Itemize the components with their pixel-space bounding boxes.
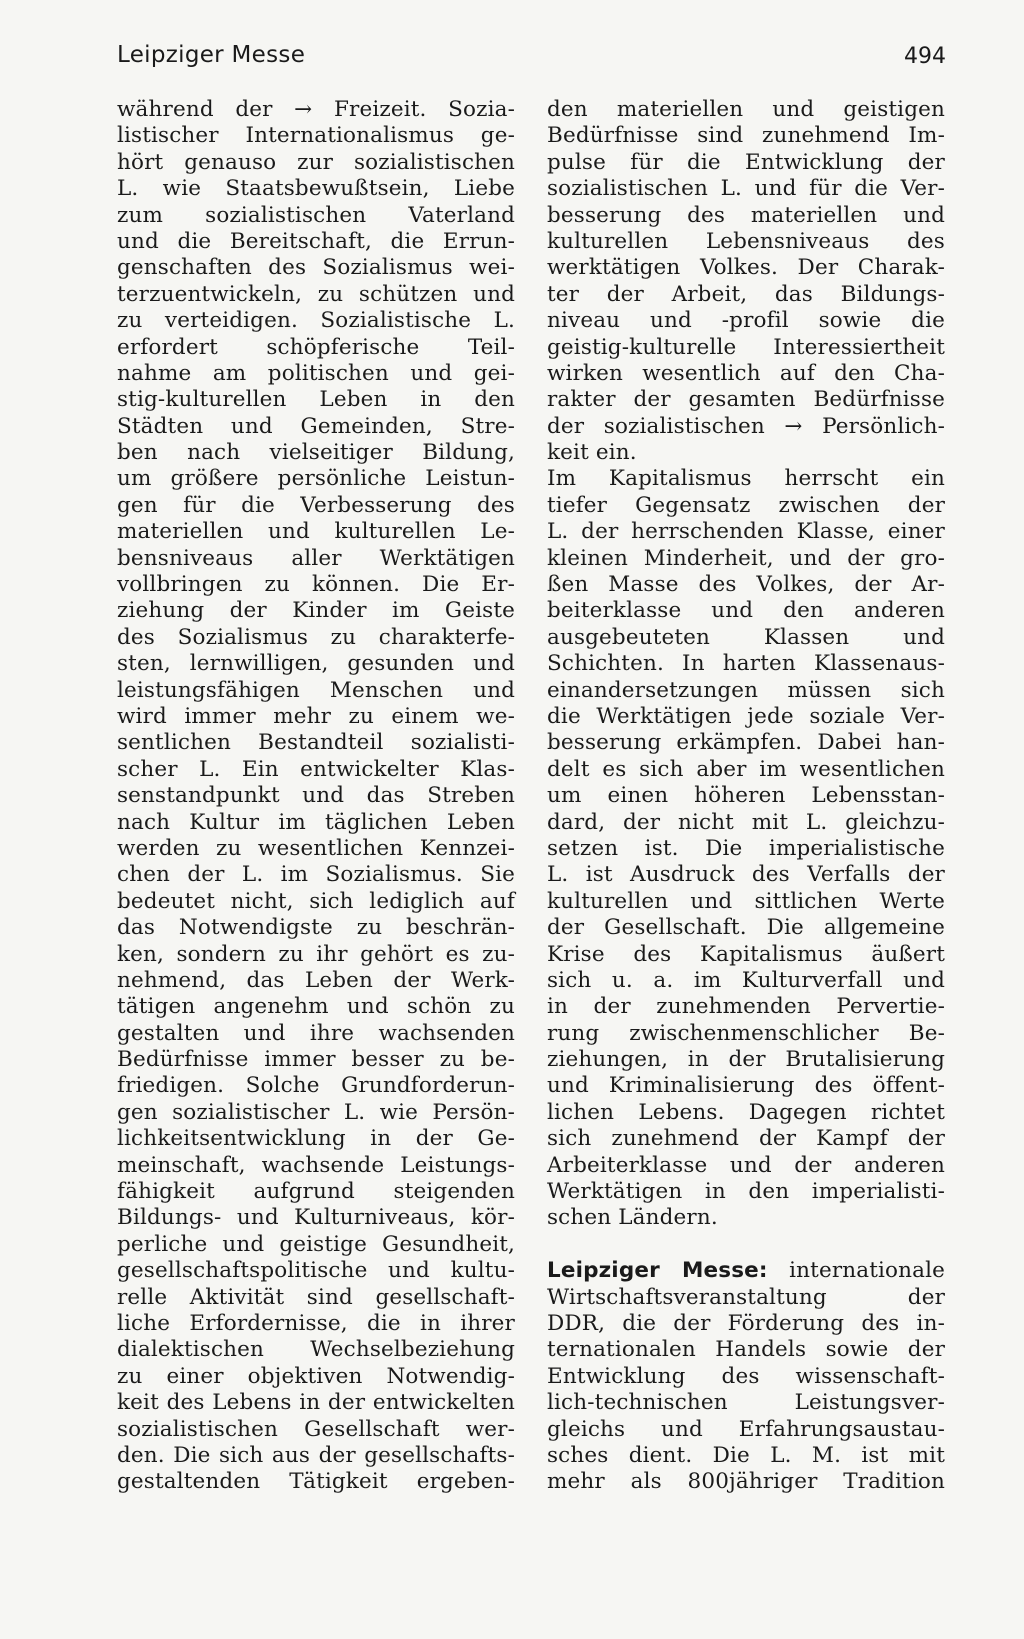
text-line: ziehungen, in der Brutalisierung bbox=[547, 1047, 945, 1073]
text-line: wird immer mehr zu einem we- bbox=[117, 703, 515, 729]
text-line: kulturellen und sittlichen Werte bbox=[547, 888, 945, 914]
text-line: ternationalen Handels sowie der bbox=[547, 1337, 945, 1363]
text-line: pulse für die Entwicklung der bbox=[547, 149, 945, 175]
text-line: nehmend, das Leben der Werk- bbox=[117, 967, 515, 993]
text-line: den materiellen und geistigen bbox=[547, 97, 945, 122]
text-line: meinschaft, wachsende Leistungs- bbox=[117, 1152, 515, 1178]
text-line: wirken wesentlich auf den Cha- bbox=[547, 360, 945, 386]
text-line: ter der Arbeit, das Bildungs- bbox=[547, 281, 945, 307]
text-line: einandersetzungen müssen sich bbox=[547, 677, 945, 703]
text-line: stig-kulturellen Leben in den bbox=[117, 387, 515, 413]
text-line: des Sozialismus zu charakterfe- bbox=[117, 624, 515, 650]
text-line: lichen Lebens. Dagegen richtet bbox=[547, 1099, 945, 1125]
text-line: nach Kultur im täglichen Leben bbox=[117, 809, 515, 835]
text-line: um einen höheren Lebensstan- bbox=[547, 783, 945, 809]
text-line: tätigen angenehm und schön zu bbox=[117, 994, 515, 1020]
text-line: rakter der gesamten Bedürfnisse bbox=[547, 387, 945, 413]
text-line: senstandpunkt und das Streben bbox=[117, 783, 515, 809]
text-line: beiterklasse und den anderen bbox=[547, 598, 945, 624]
text-line: L. der herrschenden Klasse, einer bbox=[547, 519, 945, 545]
entry-first-line-rest: internationale bbox=[767, 1258, 946, 1284]
paragraph-gap bbox=[547, 1232, 945, 1258]
text-line: L. ist Ausdruck des Verfalls der bbox=[547, 862, 945, 888]
text-line: gesellschaftspolitische und kultu- bbox=[117, 1258, 515, 1284]
text-line: besserung erkämpfen. Dabei han- bbox=[547, 730, 945, 756]
text-line: niveau und -profil sowie die bbox=[547, 308, 945, 334]
text-line: Werktätigen in den imperialisti- bbox=[547, 1179, 945, 1205]
text-line: zu einer objektiven Notwendig- bbox=[117, 1363, 515, 1389]
text-line: genschaften des Sozialismus wei- bbox=[117, 255, 515, 281]
text-line: und die Bereitschaft, die Errun- bbox=[117, 228, 515, 254]
text-line: ben nach vielseitiger Bildung, bbox=[117, 440, 515, 466]
text-line: vollbringen zu können. Die Er- bbox=[117, 572, 515, 598]
text-line: liche Erfordernisse, die in ihrer bbox=[117, 1310, 515, 1336]
text-line: gen für die Verbesserung des bbox=[117, 492, 515, 518]
text-line: chen der L. im Sozialismus. Sie bbox=[117, 862, 515, 888]
text-line: das Notwendigste zu beschrän- bbox=[117, 915, 515, 941]
running-title: Leipziger Messe bbox=[117, 42, 306, 68]
text-line: ken, sondern zu ihr gehört es zu- bbox=[117, 941, 515, 967]
text-line: gestalten und ihre wachsenden bbox=[117, 1020, 515, 1046]
text-line: erfordert schöpferische Teil- bbox=[117, 334, 515, 360]
text-line: dialektischen Wechselbeziehung bbox=[117, 1337, 515, 1363]
text-line: delt es sich aber im wesentlichen bbox=[547, 756, 945, 782]
text-line: zum sozialistischen Vaterland bbox=[117, 202, 515, 228]
text-line: relle Aktivität sind gesellschaft- bbox=[117, 1284, 515, 1310]
text-line: sich u. a. im Kulturverfall und bbox=[547, 967, 945, 993]
text-line: und Kriminalisierung des öffent- bbox=[547, 1073, 945, 1099]
text-line: kleinen Minderheit, und der gro- bbox=[547, 545, 945, 571]
text-line: Entwicklung des wissenschaft- bbox=[547, 1363, 945, 1389]
text-line: sozialistischen L. und für die Ver- bbox=[547, 176, 945, 202]
text-line: terzuentwickeln, zu schützen und bbox=[117, 281, 515, 307]
text-line: sozialistischen Gesellschaft wer- bbox=[117, 1416, 515, 1442]
text-line: kulturellen Lebensniveaus des bbox=[547, 228, 945, 254]
text-line: sten, lernwilligen, gesunden und bbox=[117, 651, 515, 677]
text-line: setzen ist. Die imperialistische bbox=[547, 835, 945, 861]
text-line: keit des Lebens in der entwickelten bbox=[117, 1390, 515, 1416]
text-line: der Gesellschaft. Die allgemeine bbox=[547, 915, 945, 941]
text-line: mehr als 800jähriger Tradition bbox=[547, 1469, 945, 1495]
text-line: friedigen. Solche Grundforderun- bbox=[117, 1073, 515, 1099]
text-line: Arbeiterklasse und der anderen bbox=[547, 1152, 945, 1178]
text-line: gestaltenden Tätigkeit ergeben- bbox=[117, 1469, 515, 1495]
text-line: fähigkeit aufgrund steigenden bbox=[117, 1179, 515, 1205]
text-line: ßen Masse des Volkes, der Ar- bbox=[547, 572, 945, 598]
text-line: den. Die sich aus der gesellschafts- bbox=[117, 1442, 515, 1468]
text-line: materiellen und kulturellen Le- bbox=[117, 519, 515, 545]
text-line: hört genauso zur sozialistischen bbox=[117, 149, 515, 175]
text-line: die Werktätigen jede soziale Ver- bbox=[547, 703, 945, 729]
text-line: besserung des materiellen und bbox=[547, 202, 945, 228]
text-line: Bildungs- und Kulturniveaus, kör- bbox=[117, 1205, 515, 1231]
text-line: scher L. Ein entwickelter Klas- bbox=[117, 756, 515, 782]
right-column bbox=[547, 97, 945, 1496]
entry-heading-line bbox=[547, 1258, 945, 1284]
text-line: werktätigen Volkes. Der Charak- bbox=[547, 255, 945, 281]
text-line: dard, der nicht mit L. gleichzu- bbox=[547, 809, 945, 835]
text-line: lichkeitsentwicklung in der Ge- bbox=[117, 1126, 515, 1152]
text-line: bedeutet nicht, sich lediglich auf bbox=[117, 888, 515, 914]
text-line: während der → Freizeit. Sozia- bbox=[117, 97, 515, 122]
text-line: der sozialistischen → Persönlich- bbox=[547, 413, 945, 439]
text-line: in der zunehmenden Pervertie- bbox=[547, 994, 945, 1020]
text-line: Im Kapitalismus herrscht ein bbox=[547, 466, 945, 492]
left-column bbox=[117, 97, 515, 1496]
text-line: sches dient. Die L. M. ist mit bbox=[547, 1442, 945, 1468]
text-line: Wirtschaftsveranstaltung der bbox=[547, 1284, 945, 1310]
text-line: ausgebeuteten Klassen und bbox=[547, 624, 945, 650]
entry-term: Leipziger Messe: bbox=[547, 1258, 768, 1284]
text-line: DDR, die der Förderung des in- bbox=[547, 1310, 945, 1336]
text-line: keit ein. bbox=[547, 440, 637, 466]
text-line: perliche und geistige Gesundheit, bbox=[117, 1231, 515, 1257]
text-line: Schichten. In harten Klassenaus- bbox=[547, 651, 945, 677]
text-line: geistig-kulturelle Interessiertheit bbox=[547, 334, 945, 360]
text-line: sentlichen Bestandteil sozialisti- bbox=[117, 730, 515, 756]
text-line: um größere persönliche Leistun- bbox=[117, 466, 515, 492]
text-line: lich-technischen Leistungsver- bbox=[547, 1390, 945, 1416]
text-line: tiefer Gegensatz zwischen der bbox=[547, 492, 945, 518]
text-line: sich zunehmend der Kampf der bbox=[547, 1126, 945, 1152]
text-line: schen Ländern. bbox=[547, 1205, 718, 1231]
text-line: leistungsfähigen Menschen und bbox=[117, 677, 515, 703]
text-line: ziehung der Kinder im Geiste bbox=[117, 598, 515, 624]
text-line: gleichs und Erfahrungsaustau- bbox=[547, 1416, 945, 1442]
text-line: Städten und Gemeinden, Stre- bbox=[117, 413, 515, 439]
text-line: zu verteidigen. Sozialistische L. bbox=[117, 308, 515, 334]
text-line: nahme am politischen und gei- bbox=[117, 360, 515, 386]
text-line: werden zu wesentlichen Kennzei- bbox=[117, 835, 515, 861]
text-line: Bedürfnisse immer besser zu be- bbox=[117, 1047, 515, 1073]
text-line: bensniveaus aller Werktätigen bbox=[117, 545, 515, 571]
text-line: gen sozialistischer L. wie Persön- bbox=[117, 1099, 515, 1125]
text-line: Krise des Kapitalismus äußert bbox=[547, 941, 945, 967]
text-line: Bedürfnisse sind zunehmend Im- bbox=[547, 123, 945, 149]
text-line: L. wie Staatsbewußtsein, Liebe bbox=[117, 176, 515, 202]
page-number: 494 bbox=[904, 44, 946, 69]
text-line: listischer Internationalismus ge- bbox=[117, 123, 515, 149]
text-line: rung zwischenmenschlicher Be- bbox=[547, 1020, 945, 1046]
